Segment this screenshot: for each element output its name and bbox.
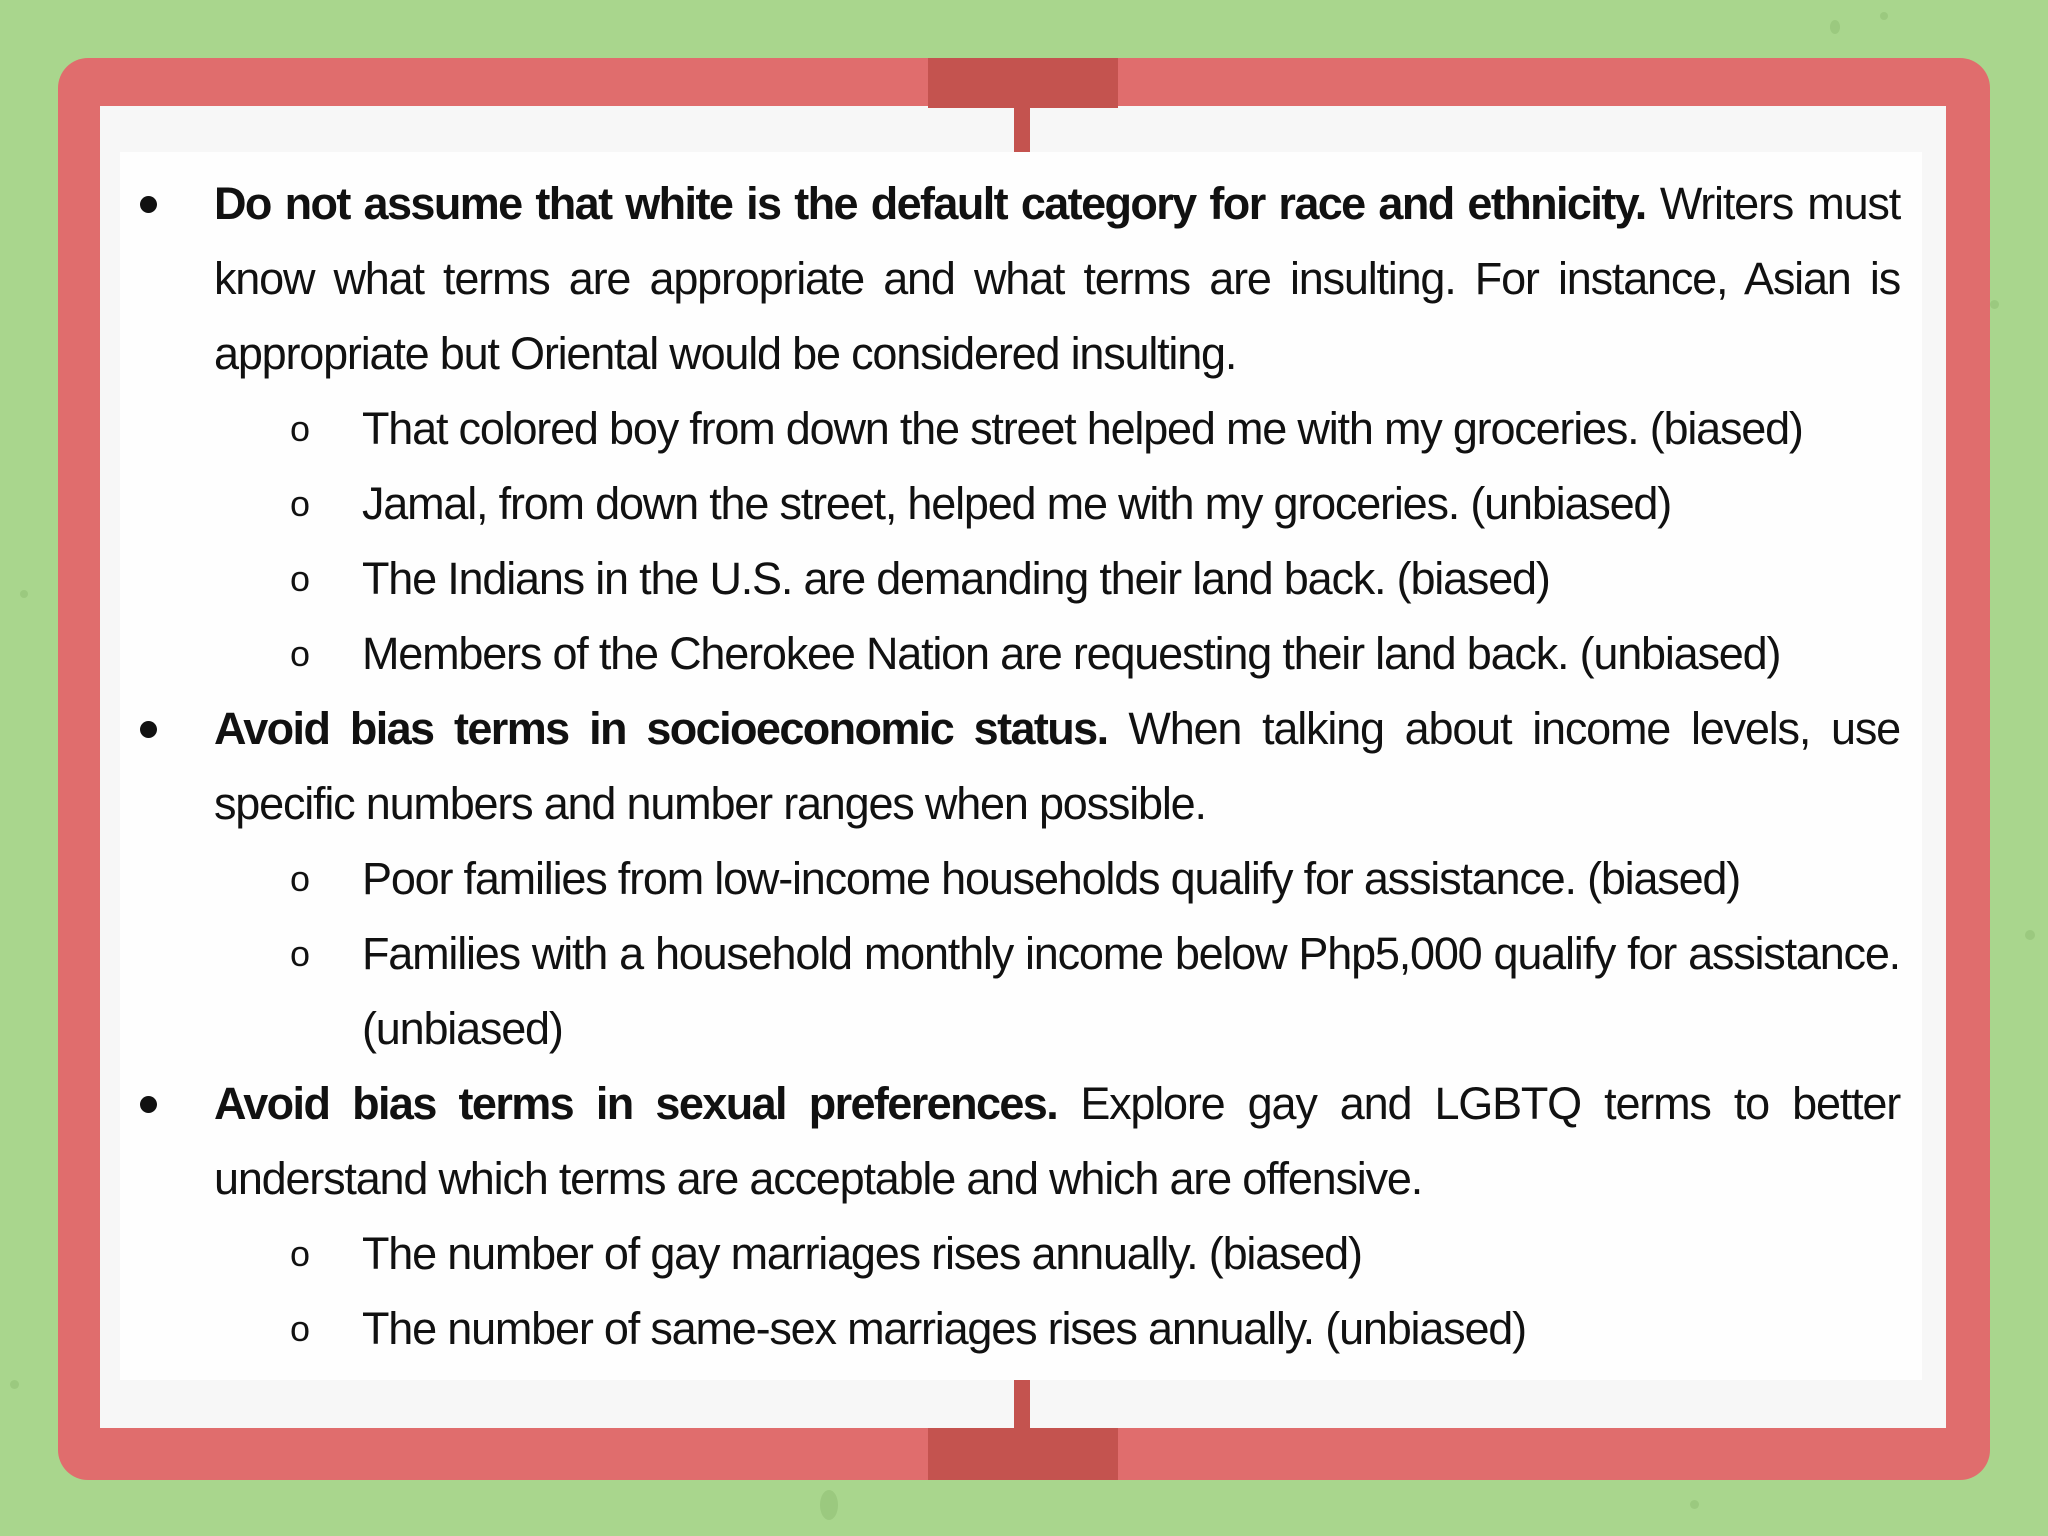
example-text: The Indians in the U.S. are demanding their land back. (biased) xyxy=(362,553,1550,604)
circle-bullet-icon: o xyxy=(290,483,309,524)
example-text: Families with a household monthly income below Php5,000 qualify for assistance. (unbiased) xyxy=(362,928,1900,1054)
background-speck xyxy=(10,1380,19,1389)
binder-clip-top xyxy=(928,58,1118,108)
circle-bullet-icon: o xyxy=(290,408,309,449)
example-text: Poor families from low-income households qualify for assistance. (biased) xyxy=(362,853,1741,904)
guideline-socioeconomic-status xyxy=(214,691,1900,841)
bullet-icon xyxy=(140,721,157,738)
bullet-icon xyxy=(140,196,157,213)
slide-content xyxy=(120,152,1922,1380)
circle-bullet-icon: o xyxy=(290,1308,309,1349)
example-text: That colored boy from down the street helped me with my groceries. (biased) xyxy=(362,403,1803,454)
example-item xyxy=(214,616,1900,691)
guideline-body: When talking about income levels, use specific numbers and number ranges when possible. xyxy=(214,703,1900,829)
example-text: The number of gay marriages rises annually. (biased) xyxy=(362,1228,1362,1279)
bullet-icon xyxy=(140,1096,157,1113)
example-item xyxy=(214,1291,1900,1366)
example-item xyxy=(214,1216,1900,1291)
guideline-heading: Avoid bias terms in socioeconomic status. xyxy=(214,703,1108,754)
background-speck xyxy=(820,1490,838,1520)
background-speck xyxy=(1880,12,1888,20)
example-text: Members of the Cherokee Nation are requesting their land back. (unbiased) xyxy=(362,628,1781,679)
example-list xyxy=(214,841,1900,1066)
example-item xyxy=(214,916,1900,1066)
background-speck xyxy=(1690,1500,1699,1509)
guideline-heading: Avoid bias terms in sexual preferences. xyxy=(214,1078,1058,1129)
guideline-body: Explore gay and LGBTQ terms to better understand which terms are acceptable and which are offensive. xyxy=(214,1078,1900,1204)
background-speck xyxy=(1990,300,1999,309)
background-speck xyxy=(20,590,28,598)
circle-bullet-icon: o xyxy=(290,1233,309,1274)
circle-bullet-icon: o xyxy=(290,558,309,599)
example-list xyxy=(214,391,1900,691)
example-item xyxy=(214,466,1900,541)
example-text: The number of same-sex marriages rises annually. (unbiased) xyxy=(362,1303,1526,1354)
guideline-race-ethnicity xyxy=(214,166,1900,391)
guideline-body: Writers must know what terms are appropriate and what terms are insulting. For instance, Asian is appropriate but Oriental would be considered insulting. xyxy=(214,178,1900,379)
circle-bullet-icon: o xyxy=(290,633,309,674)
guideline-sexual-preferences xyxy=(214,1066,1900,1216)
bias-guidelines-list xyxy=(214,166,1900,1366)
example-item xyxy=(214,541,1900,616)
example-list xyxy=(214,1216,1900,1366)
example-item xyxy=(214,391,1900,466)
example-text: Jamal, from down the street, helped me with my groceries. (unbiased) xyxy=(362,478,1672,529)
example-item xyxy=(214,841,1900,916)
background-speck xyxy=(1830,20,1840,34)
circle-bullet-icon: o xyxy=(290,858,309,899)
binder-clip-bottom xyxy=(928,1428,1118,1480)
guideline-heading: Do not assume that white is the default category for race and ethnicity. xyxy=(214,178,1646,229)
background-speck xyxy=(2025,930,2035,940)
circle-bullet-icon: o xyxy=(290,933,309,974)
